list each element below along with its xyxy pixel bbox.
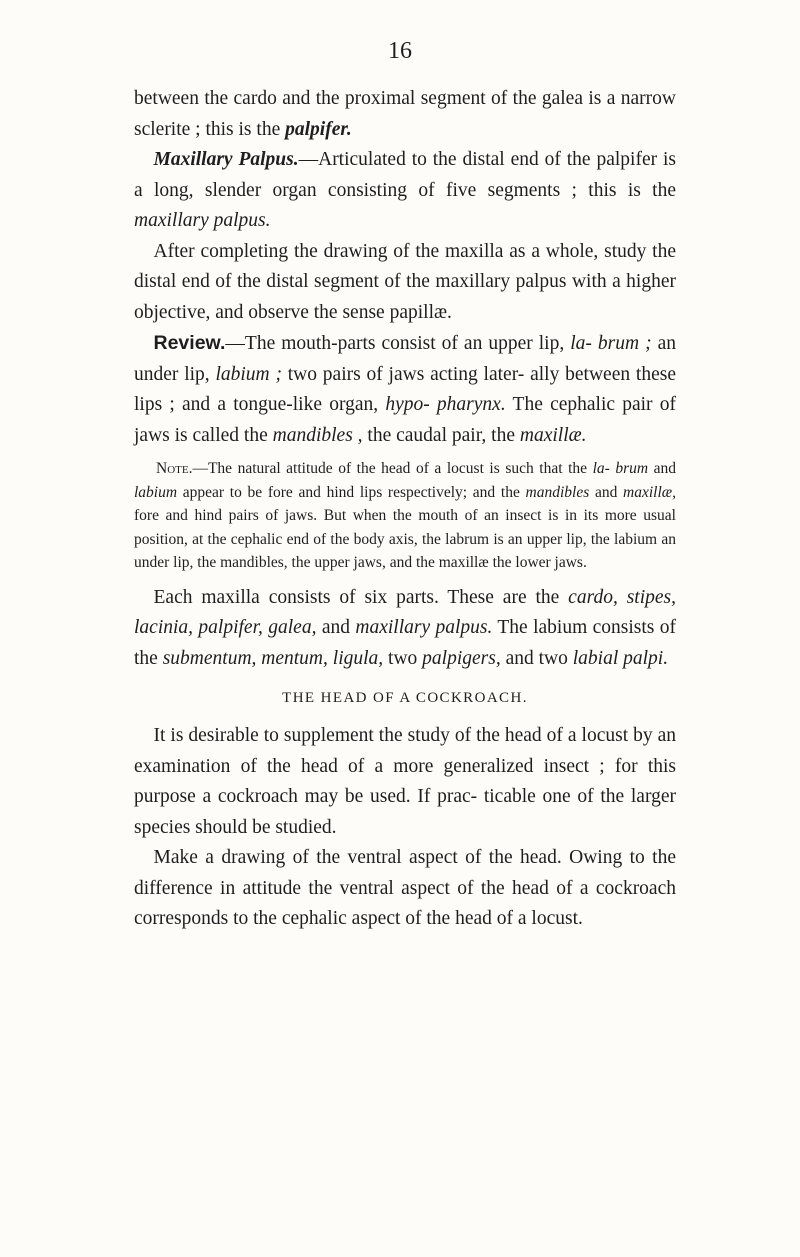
paragraph-maxillary-palpus: [134, 145, 676, 237]
text-span: and: [316, 617, 356, 639]
text-span: —The natural attitude of the head of a locust is such that the: [192, 460, 593, 477]
text-span: Each maxilla consists of six parts. These are the: [153, 586, 569, 608]
text-span: fore and hind pairs of jaws. But when the mouth of an insect is in its more usual position, at the cephalic end of the body axis, the labrum is an upper lip, the labium an under lip, the mandibles, the upper jaws, and the maxillæ the lower jaws.: [134, 507, 676, 572]
term-lacinia: lacinia,: [134, 617, 194, 639]
note-paragraph: [134, 457, 676, 575]
paragraph-review: [134, 328, 676, 451]
subheading-maxillary-palpus: Maxillary Palpus.: [153, 149, 299, 170]
text-span: the caudal pair, the: [362, 424, 520, 446]
section-heading: THE HEAD OF A COCKROACH.: [282, 690, 528, 707]
text-span: between the cardo and the proximal segment of the galea is a narrow sclerite ; this is the: [134, 88, 676, 140]
text-span: appear to be fore and hind lips respectively; and the: [177, 483, 526, 501]
paragraph-drawing-instructions: [134, 843, 676, 935]
text-span: —Articulated to the distal end of the palpifer is a long, slender organ consisting of five segments ; this is the: [134, 149, 676, 201]
text-span: two pairs of jaws acting later- ally between these lips ; and a tongue-like organ,: [134, 363, 676, 415]
text-span: and two: [500, 647, 573, 669]
text-span: It is desirable to supplement the study of the head of a locust by an examination of the head of a more generalized insect ; for this purpose a cockroach may be used. If prac- ticable one of the larger species should be studied.: [134, 725, 676, 838]
paragraph-maxilla-parts: [134, 583, 676, 675]
paragraph-cockroach-intro: [134, 721, 676, 843]
term-galea: galea,: [268, 617, 317, 639]
term-palpifer: palpifer,: [198, 617, 263, 639]
text-span: and: [648, 460, 676, 477]
term-labial-palpi: labial palpi.: [572, 647, 669, 669]
term-labium: labium ;: [215, 363, 282, 385]
term-cardo: cardo,: [568, 586, 618, 608]
term-maxillae: maxillæ,: [623, 483, 676, 501]
term-mentum: mentum,: [261, 647, 328, 669]
text-span: The labium consists of the: [134, 617, 676, 669]
text-span: —The mouth-parts consist of an upper lip,: [225, 333, 571, 354]
text-span: After completing the drawing of the maxilla as a whole, study the distal end of the distal segment of the maxillary palpus with a higher objective, and observe the sense papillæ.: [134, 240, 676, 323]
term-stipes: stipes,: [626, 586, 676, 608]
text-span: Make a drawing of the ventral aspect of the head. Owing to the difference in attitude the ventral aspect of the head of a cockroach corresponds to the cephalic aspect of the head of a locust.: [134, 847, 676, 930]
text-span: The cephalic pair of jaws is called the: [134, 394, 676, 446]
term-maxillae: maxillæ.: [519, 424, 587, 446]
term-maxillary-palpus: maxillary palpus.: [355, 617, 493, 639]
paragraph-palpifer: [134, 84, 676, 145]
text-span: two: [383, 647, 423, 669]
term-labrum: la- brum: [592, 460, 649, 477]
page-number: 16: [388, 38, 412, 64]
term-submentum: submentum,: [162, 647, 257, 669]
term-palpigers: palpigers,: [422, 647, 501, 669]
subheading-review: Review.: [153, 332, 226, 354]
text-span: an under lip,: [134, 333, 677, 385]
term-maxillary-palpus: maxillary palpus.: [134, 210, 271, 231]
paragraph-after-drawing: [134, 237, 676, 329]
term-ligula: ligula,: [332, 647, 384, 669]
term-mandibles: mandibles: [525, 483, 590, 501]
term-palpifer: palpifer.: [285, 118, 352, 140]
term-hypopharynx: hypo- pharynx.: [385, 394, 506, 415]
note-label: Note.: [156, 460, 193, 477]
term-labrum: la- brum ;: [570, 333, 652, 354]
term-labium: labium: [134, 483, 178, 501]
term-mandibles: mandibles ,: [272, 424, 363, 446]
text-span: and: [589, 483, 624, 501]
page-body: [134, 84, 676, 935]
